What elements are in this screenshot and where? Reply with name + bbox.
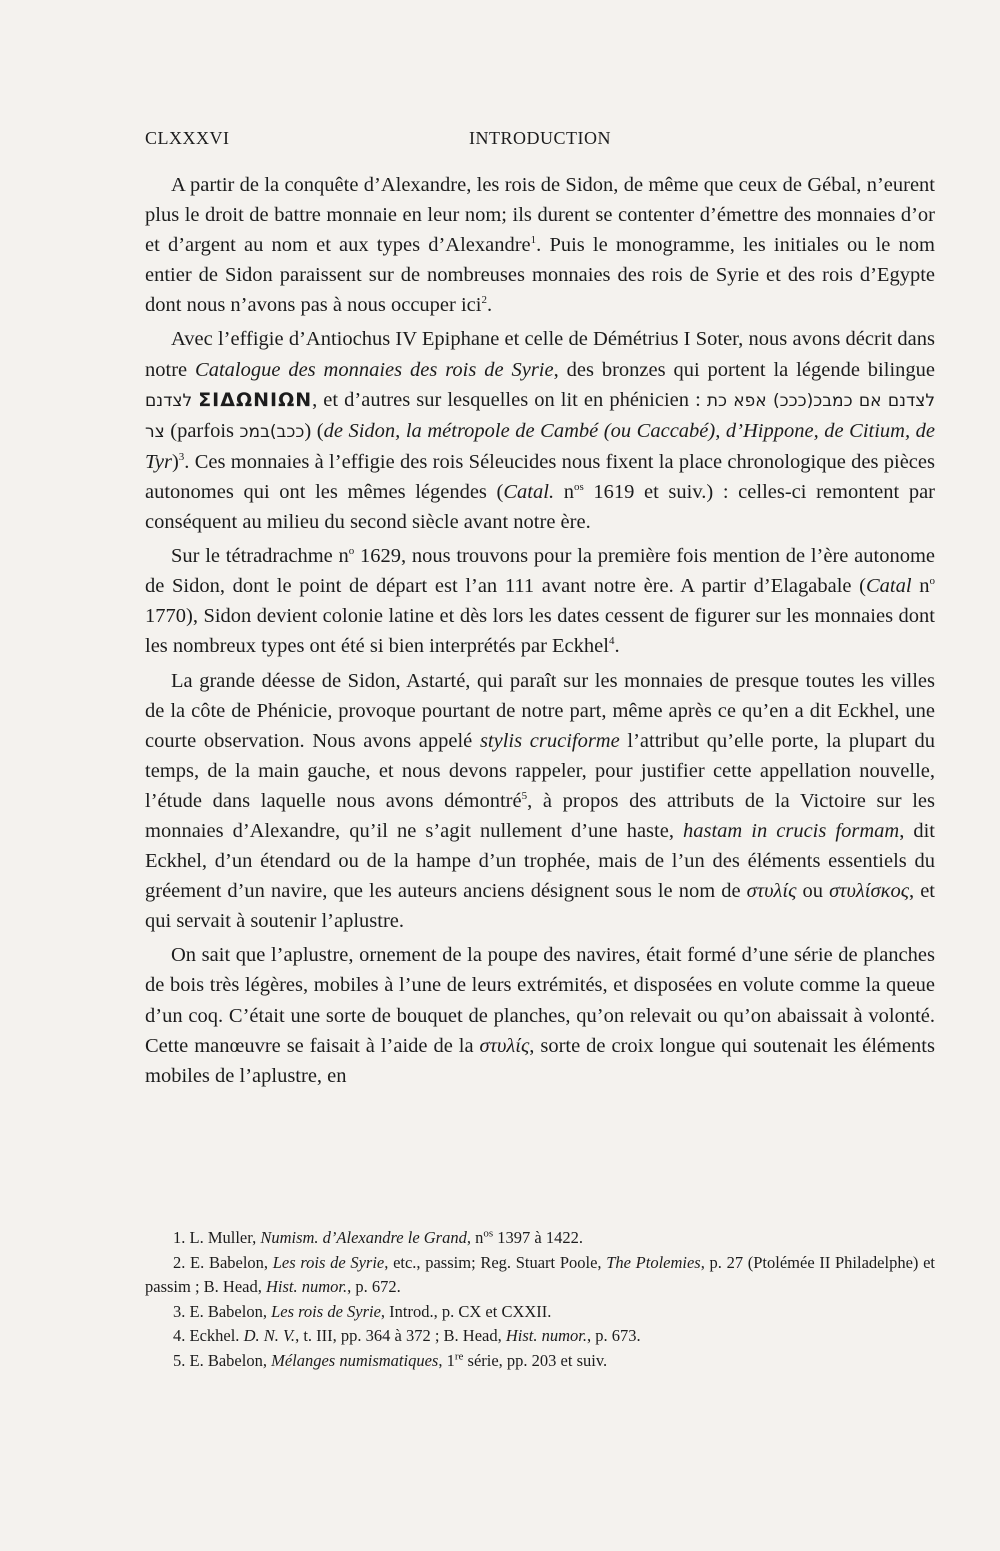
footnote-ref: 2 <box>481 294 487 307</box>
text: , etc., passim; Reg. Stuart Poole, <box>384 1252 607 1272</box>
text: ) ( <box>304 419 324 442</box>
text: n <box>554 480 574 503</box>
italic-title: Hist. numor. <box>505 1326 587 1345</box>
text: . <box>486 294 493 317</box>
paragraph-4 <box>145 666 935 937</box>
superscript: o <box>348 545 355 558</box>
italic-title: Les rois de Syrie <box>271 1301 381 1321</box>
text: ) <box>171 450 179 473</box>
text: n <box>911 575 930 598</box>
italic-title: The Ptolemies <box>606 1252 701 1272</box>
text: série, pp. 203 et suiv. <box>463 1350 608 1370</box>
text: . <box>614 635 620 658</box>
phoenician-legend: לצדנם אם כמבכ(כככ) אפא כת צר <box>145 390 935 442</box>
text: , Introd., p. CX et CXXII. <box>380 1301 552 1321</box>
greek-word: στυλίσκος <box>829 880 910 903</box>
paragraph-3 <box>145 541 935 661</box>
text: , 1 <box>438 1350 455 1370</box>
superscript: os <box>483 1227 494 1240</box>
greek-legend: ΣΙΔΩΝΙΩΝ <box>198 388 313 411</box>
text: A partir de la conquête d’Alexandre, les rois de Sidon, de même que ceux de Gébal, n’eurent plus le droit de battre monnaie en leur nom; ils durent se contenter d’émettre des monnaies d’or et d’argent au nom et aux types d’Alexandre <box>145 174 935 257</box>
text: Sur le tétradrachme n <box>171 545 349 568</box>
footnote-1 <box>145 1226 935 1251</box>
text: (parfois <box>164 419 240 442</box>
text: , dit Eckhel, d’un étendard ou de la hampe d’un trophée, mais de l’un des éléments essentiels du gréement d’un navire, que les auteurs anciens désignent sous le nom de <box>145 819 935 903</box>
italic-title: Mélanges numismatiques <box>271 1350 439 1370</box>
text: 5. E. Babelon, <box>173 1350 272 1370</box>
paragraph-2 <box>145 324 935 537</box>
text: 3. E. Babelon, <box>173 1301 272 1321</box>
italic-quote: hastam in crucis formam <box>683 819 900 842</box>
italic-ref: Catal. <box>503 480 555 503</box>
footnote-ref: 5 <box>521 790 528 803</box>
phoenician-legend: ככב)במכ <box>239 421 305 442</box>
text: ou <box>796 880 830 903</box>
italic-title: Hist. numor. <box>266 1277 348 1296</box>
text: , n <box>466 1228 484 1247</box>
italic-ref: Catal <box>866 575 912 598</box>
text: 1629, nous trouvons pour la première fois mention de l’ère autonome de Sidon, dont le point de départ est l’an 111 avant notre ère. A partir d’Elagabale ( <box>145 545 935 598</box>
text: 1619 et suiv.) : celles-ci remontent par conséquent au milieu du second siècle avant notre ère. <box>145 480 936 534</box>
page-number: CLXXXVI <box>145 128 230 148</box>
phoenician-legend: לצדנם <box>145 390 193 411</box>
text: . Ces monnaies à l’effigie des rois Séleucides nous fixent la place chronologique des pièces autonomes qui ont les mêmes légendes ( <box>145 450 935 503</box>
text: La grande déesse de Sidon, Astarté, qui paraît sur les monnaies de presque toutes les villes de la côte de Phénicie, provoque pourtant de notre part, même après ce qu’en a dit Eckhel, une courte observation. Nous avons appelé <box>145 669 935 752</box>
running-header <box>145 128 935 154</box>
text: 2. E. Babelon, <box>173 1252 273 1272</box>
greek-word: στυλίς <box>479 1034 530 1057</box>
footnote-3 <box>145 1300 935 1325</box>
text: l’attribut qu’elle porte, la plupart du temps, de la main gauche, et nous devons rappeler, pour justifier cette appellation nouvelle, l’étude dans laquelle nous avons démontré <box>145 729 935 812</box>
text: , des bronzes qui portent la légende bilingue <box>553 358 935 381</box>
greek-word: στυλίς <box>746 880 797 903</box>
footnote-ref: 4 <box>608 635 615 648</box>
footnote-ref: 3 <box>178 451 185 464</box>
italic-term: stylis cruciforme <box>479 729 620 752</box>
superscript: o <box>929 575 935 588</box>
italic-title: D. N. V. <box>243 1326 296 1345</box>
text: , p. 673. <box>587 1326 641 1345</box>
text: 1770), Sidon devient colonie latine et dès lors les dates cessent de figurer sur les monnaies dont les nombreux types ont été si bien interprétés par Eckhel <box>145 605 935 658</box>
text: 4. Eckhel. <box>173 1326 244 1345</box>
footnote-2 <box>145 1251 935 1300</box>
text: , et d’autres sur lesquelles on lit en phénicien : <box>312 388 707 411</box>
running-title: INTRODUCTION <box>469 128 611 148</box>
text: On sait que l’aplustre, ornement de la poupe des navires, était formé d’une série de planches de bois très légères, mobiles à l’une de leurs extrémités, et disposées en volute comme la queue d’un coq. C’était une sorte de bouquet de planches, qu’on relevait ou qu’on abaissait à volonté. Cette manœuvre se faisait à l’aide de la <box>145 944 935 1057</box>
italic-title: Catalogue des monnaies des rois de Syrie <box>195 358 554 381</box>
footnote-4 <box>145 1324 935 1349</box>
text: , p. 27 (Ptolémée II Philadelphe) et passim ; B. Head, <box>145 1252 935 1296</box>
text: . Puis le monogramme, les initiales ou le nom entier de Sidon paraissent sur de nombreuses monnaies des rois de Syrie et des rois d’Egypte dont nous n’avons pas à nous occuper ici <box>145 234 935 317</box>
footnotes <box>145 1226 935 1373</box>
paragraph-1 <box>145 170 935 320</box>
text: , t. III, pp. 364 à 372 ; B. Head, <box>295 1326 506 1345</box>
text: 1. L. Muller, <box>173 1228 261 1247</box>
body-text <box>145 170 935 1095</box>
text: , p. 672. <box>347 1277 401 1296</box>
text: , à propos des attributs de la Victoire sur les monnaies d’Alexandre, qu’il ne s’agit nullement d’une haste, <box>145 789 935 842</box>
italic-title: Numism. d’Alexandre le Grand <box>260 1228 467 1247</box>
text: 1397 à 1422. <box>493 1228 583 1247</box>
italic-translation: de Sidon, la métropole de Cambé (ou Caccabé), d’Hippone, de Citium, de Tyr <box>145 419 935 473</box>
paragraph-5 <box>145 940 935 1090</box>
footnote-5 <box>145 1349 935 1374</box>
text: , sorte de croix longue qui soutenait les éléments mobiles de l’aplustre, en <box>145 1034 935 1087</box>
italic-title: Les rois de Syrie <box>272 1252 385 1272</box>
text: Avec l’effigie d’Antiochus IV Epiphane et celle de Démétrius I Soter, nous avons décrit dans notre <box>145 328 935 381</box>
text: , et qui servait à soutenir l’aplustre. <box>145 880 936 933</box>
footnote-ref: 1 <box>530 234 537 247</box>
superscript: os <box>573 481 584 494</box>
superscript: re <box>454 1350 464 1362</box>
